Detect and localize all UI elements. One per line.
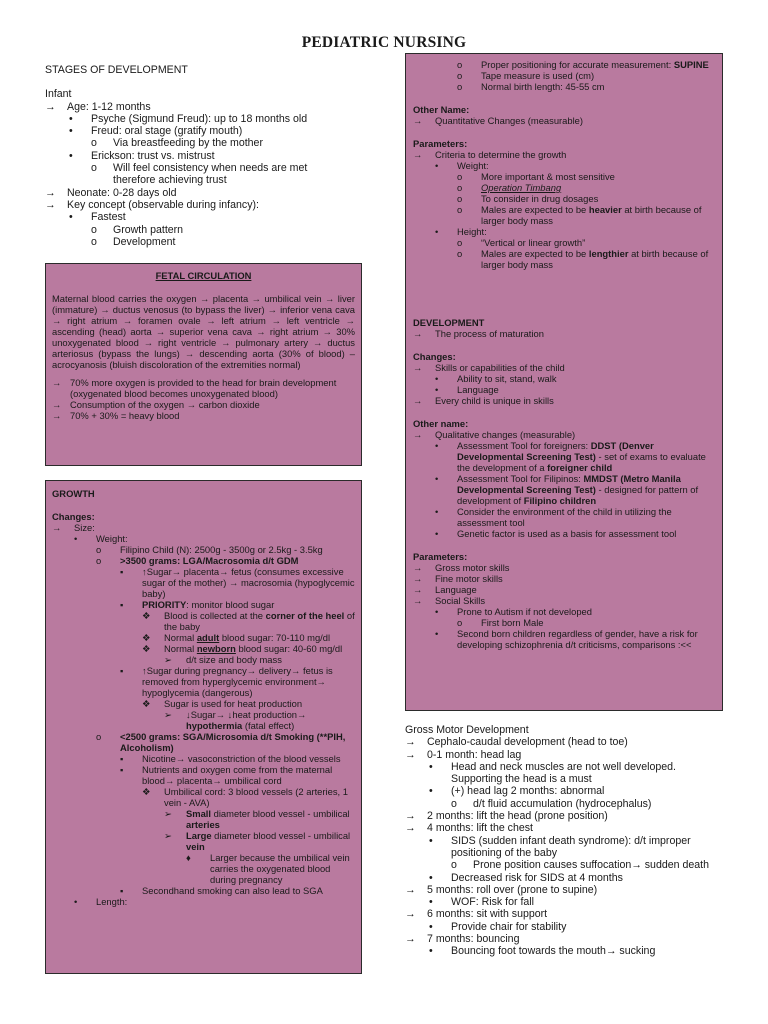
list-item: • Assessment Tool for foreigners: DDST (Denver Developmental Screening Test) - set of exams to evaluate the development of a foreigner child [435,440,706,473]
list-item: • Provide chair for stability [429,920,567,933]
list-item: ➢ ↓Sugar→ ↓heat production→ hypothermia (fatal effect) [164,709,307,731]
list-item: • Length: [74,896,128,907]
arrow-bullet-icon: → [413,149,423,160]
circle-bullet-icon: o [451,859,457,872]
arrow-bullet-icon: → [405,908,416,921]
disc-bullet-icon: • [69,112,73,125]
arrowhead-bullet-icon: ➢ [164,808,172,819]
list-item: o Proper positioning for accurate measurement: SUPINE [457,59,709,70]
disc-bullet-icon: • [74,533,78,544]
changes-label: Changes: [52,511,95,522]
list-item: ❖ Normal adult blood sugar: 70-110 mg/dl [142,632,331,643]
list-item: • WOF: Risk for fall [429,896,534,909]
list-item: → The process of maturation [413,328,544,339]
disc-bullet-icon: • [69,211,73,224]
list-item: → Quantitative Changes (measurable) [413,115,583,126]
circle-bullet-icon: o [457,237,463,248]
list-item: → Criteria to determine the growth [413,149,567,160]
circle-bullet-icon: o [457,193,463,204]
list-item: • Consider the environment of the child in utilizing the assessment tool [435,506,672,528]
list-item: o >3500 grams: LGA/Macrosomia d/t GDM [96,555,299,566]
arrow-bullet-icon: → [413,562,423,573]
list-item: → 6 months: sit with support [405,908,548,921]
parameters-label: Parameters: [413,138,468,149]
disc-bullet-icon: • [435,373,439,384]
list-item: o d/t fluid accumulation (hydrocephalus) [451,797,652,810]
disc-bullet-icon: • [435,440,439,451]
gross-motor-section [405,724,725,958]
list-item: ♦ Larger because the umbilical vein carries the oxygenated blood during pregnancy [186,852,350,885]
square-bullet-icon: ▪ [120,753,124,764]
list-item: o “Vertical or linear growth” [457,237,586,248]
list-item: ➢ Small diameter blood vessel - umbilical arteries [164,808,350,830]
list-item: ❖ Sugar is used for heat production [142,698,303,709]
circle-bullet-icon: o [91,223,97,236]
list-item: o Prone position causes suffocation→ sudden death [451,859,709,872]
development-heading: DEVELOPMENT [413,317,485,328]
list-item: • Language [435,384,499,395]
list-item: ▪ Nicotine→ vasoconstriction of the blood vessels [120,753,341,764]
circle-bullet-icon: o [91,137,97,150]
list-item: → 0-1 month: head lag [405,748,522,761]
arrow-bullet-icon: → [413,573,423,584]
disc-bullet-icon: • [435,528,439,539]
circle-bullet-icon: o [457,70,463,81]
disc-bullet-icon: • [429,945,433,958]
list-item: • Ability to sit, stand, walk [435,373,557,384]
list-item: o Filipino Child (N): 2500g - 3500g or 2.5kg - 3.5kg [96,544,323,555]
other-name-label: Other Name: [413,104,470,115]
list-item: o More important & most sensitive [457,171,615,182]
disc-bullet-icon: • [429,834,433,847]
disc-bullet-icon: • [435,473,439,484]
arrow-bullet-icon: → [413,328,423,339]
list-item: o Via breastfeeding by the mother [91,137,263,150]
circle-bullet-icon: o [457,248,463,259]
arrow-bullet-icon: → [405,736,416,749]
list-item: → Every child is unique in skills [413,395,554,406]
list-item: → Social Skills [413,595,486,606]
list-item: o Males are expected to be lengthier at birth because of larger body mass [457,248,709,270]
disc-bullet-icon: • [69,149,73,162]
list-item: → Language [413,584,477,595]
list-item: • Height: [435,226,487,237]
list-item: • Prone to Autism if not developed [435,606,592,617]
arrow-bullet-icon: → [405,933,416,946]
fetal-paragraph: Maternal blood carries the oxygen → placenta → umbilical vein → liver (immature) → ductus venosus (to bypass the liver) → inferior vena cava → right atrium → foramen ovale → left atrium → left ventricle → ascending (head) aorta → superior vena cava → right atrium → 30% unoxygenated blood → right ventricle → pulmonary artery → ductus arteriosus (bypass the lungs) → descending aorta (30% of blood) – acrocyanosis (bluish discoloration of the extremities normal) [52,293,355,370]
fetal-heading: FETAL CIRCULATION [155,270,252,281]
arrow-bullet-icon: → [413,362,423,373]
other-name-label: Other name: [413,418,469,429]
list-item: • Bouncing foot towards the mouth→ sucking [429,945,656,958]
diamond-bullet-icon: ❖ [142,643,151,654]
list-item: ▪ ↑Sugar during pregnancy→ delivery→ fetus is removed from hyperglycemic environment→ hypoglycemia (dangerous) [120,665,333,698]
list-item: • Second born children regardless of gender, have a risk for developing schizophrenia d/t criticisms, comparisons :<< [435,628,698,650]
changes-label: Changes: [413,351,456,362]
list-item: ❖ Umbilical cord: 3 blood vessels (2 arteries, 1 vein - AVA) [142,786,348,808]
square-bullet-icon: ▪ [120,764,124,775]
diamond-bullet-icon: ❖ [142,786,151,797]
growth-development-box [405,53,723,711]
square-bullet-icon: ▪ [120,599,124,610]
arrow-bullet-icon: → [405,822,416,835]
growth-heading: GROWTH [52,488,95,499]
list-item: → Key concept (observable during infancy): [45,198,259,211]
list-item: o Will feel consistency when needs are met therefore achieving trust [91,162,308,187]
circle-bullet-icon: o [457,171,463,182]
list-item: → 70% more oxygen is provided to the head for brain development (oxygenated blood becomes unoxygenated blood) [52,377,337,399]
disc-bullet-icon: • [429,785,433,798]
arrow-bullet-icon: → [52,522,62,533]
arrow-bullet-icon: → [405,748,416,761]
list-item: o To consider in drug dosages [457,193,599,204]
arrow-bullet-icon: → [413,115,423,126]
arrow-bullet-icon: → [45,100,56,113]
list-item: ▪ ↑Sugar→ placenta→ fetus (consumes excessive sugar of the mother) → macrosomia (hypoglycemic baby) [120,566,355,599]
infant-heading: Infant [45,88,72,101]
disc-bullet-icon: • [435,606,439,617]
list-item: ❖ Normal newborn blood sugar: 40-60 mg/dl [142,643,343,654]
stages-section [45,64,355,248]
list-item: → 4 months: lift the chest [405,822,533,835]
fetal-circulation-box [45,263,362,466]
parameters-label: Parameters: [413,551,468,562]
arrow-bullet-icon: → [413,395,423,406]
list-item: → 70% + 30% = heavy blood [52,410,180,421]
square-bullet-icon: ▪ [120,566,124,577]
list-item: → Skills or capabilities of the child [413,362,565,373]
disc-bullet-icon: • [429,760,433,773]
list-item: ▪ PRIORITY: monitor blood sugar [120,599,275,610]
disc-bullet-icon: • [429,920,433,933]
circle-bullet-icon: o [457,617,463,628]
growth-box [45,480,362,974]
list-item: ❖ Blood is collected at the corner of the heel of the baby [142,610,355,632]
list-item: → Cephalo-caudal development (head to toe) [405,736,628,749]
arrow-bullet-icon: → [52,399,62,410]
list-item: → Age: 1-12 months [45,100,151,113]
circle-bullet-icon: o [457,81,463,92]
list-item: • Genetic factor is used as a basis for assessment tool [435,528,677,539]
list-item: ➢ Large diameter blood vessel - umbilical vein [164,830,351,852]
arrow-bullet-icon: → [413,595,423,606]
arrow-bullet-icon: → [405,883,416,896]
list-item: → Gross motor skills [413,562,510,573]
circle-bullet-icon: o [96,544,102,555]
list-item: o Males are expected to be heavier at birth because of larger body mass [457,204,702,226]
circle-bullet-icon: o [91,235,97,248]
disc-bullet-icon: • [74,896,78,907]
list-item: • Decreased risk for SIDS at 4 months [429,871,623,884]
list-item: o Development [91,235,176,248]
list-item: o <2500 grams: SGA/Microsomia d/t Smoking (**PIH, Alcoholism) [96,731,346,753]
disc-bullet-icon: • [435,628,439,639]
arrowhead-bullet-icon: ➢ [164,654,172,665]
list-item: o First born Male [457,617,544,628]
disc-bullet-icon: • [435,506,439,517]
square-bullet-icon: ▪ [120,885,124,896]
arrowhead-bullet-icon: ➢ [164,709,172,720]
list-item: o Tape measure is used (cm) [457,70,595,81]
list-item: → Neonate: 0-28 days old [45,186,177,199]
list-item: → 5 months: roll over (prone to supine) [405,883,598,896]
list-item: • Weight: [435,160,489,171]
arrow-bullet-icon: → [52,410,62,421]
list-item: o Growth pattern [91,223,184,236]
list-item: • Weight: [74,533,128,544]
list-item: → 7 months: bouncing [405,933,520,946]
arrow-bullet-icon: → [405,810,416,823]
arrow-bullet-icon: → [413,429,423,440]
list-item: • Psyche (Sigmund Freud): up to 18 months old [69,112,308,125]
list-item: • Head and neck muscles are not well developed. Supporting the head is a must [429,760,676,786]
list-item: o Operation Timbang [457,182,562,193]
list-item: • Assessment Tool for Filipinos: MMDST (Metro Manila Developmental Screening Test) - designed for pattern of development of Filipino children [435,473,699,506]
list-item: • Freud: oral stage (gratify mouth) [69,125,243,138]
circle-bullet-icon: o [457,204,463,215]
list-item: • Erickson: trust vs. mistrust [69,149,215,162]
arrow-bullet-icon: → [45,198,56,211]
list-item: → Qualitative changes (measurable) [413,429,576,440]
diamond-bullet-icon: ❖ [142,698,151,709]
list-item: ▪ Nutrients and oxygen come from the maternal blood→ placenta→ umbilical cord [120,764,333,786]
disc-bullet-icon: • [69,125,73,138]
gross-heading: Gross Motor Development [405,724,529,736]
disc-bullet-icon: • [429,896,433,909]
list-item: ➢ d/t size and body mass [164,654,282,665]
list-item: o Normal birth length: 45-55 cm [457,81,605,92]
circle-bullet-icon: o [457,182,463,193]
circle-bullet-icon: o [457,59,463,70]
list-item: → Fine motor skills [413,573,503,584]
list-item: → 2 months: lift the head (prone position) [405,810,608,823]
disc-bullet-icon: • [435,226,439,237]
stages-heading: STAGES OF DEVELOPMENT [45,64,188,76]
list-item: ▪ Secondhand smoking can also lead to SGA [120,885,323,896]
page-title: PEDIATRIC NURSING [301,34,467,51]
arrow-bullet-icon: → [52,377,62,388]
circle-bullet-icon: o [96,731,102,742]
arrowhead-bullet-icon: ➢ [164,830,172,841]
list-item: → Consumption of the oxygen → carbon dioxide [52,399,260,410]
arrow-bullet-icon: → [413,584,423,595]
circle-bullet-icon: o [96,555,102,566]
list-item: • SIDS (sudden infant death syndrome): d/t improper positioning of the baby [429,834,691,859]
list-item: → Size: [52,522,95,533]
disc-bullet-icon: • [435,160,439,171]
arrow-bullet-icon: → [45,186,56,199]
disc-bullet-icon: • [429,871,433,884]
disc-bullet-icon: • [435,384,439,395]
circle-bullet-icon: o [91,162,97,175]
list-item: • (+) head lag 2 months: abnormal [429,785,605,798]
diamond-bullet-icon: ♦ [186,852,191,863]
square-bullet-icon: ▪ [120,665,124,676]
diamond-bullet-icon: ❖ [142,632,151,643]
list-item: • Fastest [69,211,126,224]
circle-bullet-icon: o [451,797,457,810]
diamond-bullet-icon: ❖ [142,610,151,621]
